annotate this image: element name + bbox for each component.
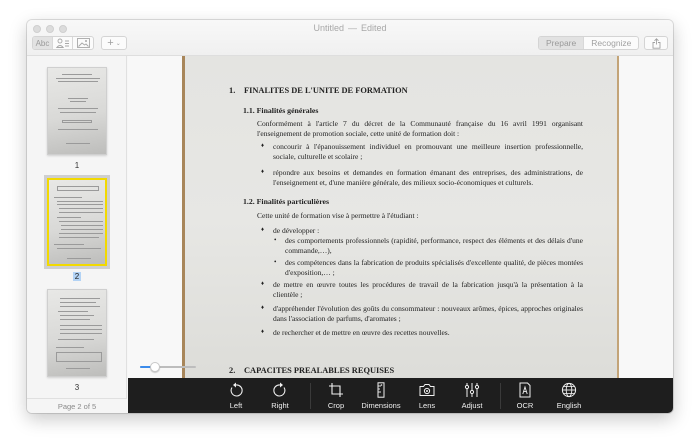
add-button[interactable]: [102, 37, 126, 49]
bullet-item: ♦ de mettre en œuvre toutes les procédures de travail de la fabrication jusqu'à la présentation à la clientèle ;: [261, 280, 583, 299]
lens-label: Lens: [418, 401, 436, 410]
title-bar: [27, 20, 673, 56]
text-mode-button[interactable]: [33, 37, 53, 49]
image-mode-button[interactable]: [73, 37, 93, 49]
plus-icon: +: [107, 37, 114, 49]
recognition-mode-segment: [32, 36, 94, 50]
zoom-slider-knob[interactable]: [150, 362, 160, 372]
image-tools-bar: [128, 378, 673, 413]
ocr-document-icon: [517, 382, 533, 398]
section-1-heading: [229, 86, 408, 96]
title-separator: —: [347, 23, 357, 33]
share-button[interactable]: [644, 36, 668, 50]
language-button[interactable]: [542, 382, 596, 410]
document-canvas[interactable]: [128, 56, 673, 378]
page-thumbnail-3[interactable]: [47, 289, 107, 377]
app-window: [27, 20, 673, 413]
bullet-item: ♦ de rechercher et de mettre en œuvre des recettes nouvelles.: [261, 328, 583, 338]
language-label: English: [556, 401, 582, 410]
prepare-tab[interactable]: Prepare: [539, 37, 584, 49]
section-1-title: FINALITES DE L'UNITE DE FORMATION: [244, 86, 408, 95]
page-thumbnail-1[interactable]: [47, 67, 107, 155]
page-number-1: 1: [74, 161, 80, 170]
page-number-3: 3: [74, 383, 80, 392]
bullet-item: ♦ concourir à l'épanouissement individuel en promouvant une meilleure insertion professionnelle, sociale, culturelle et scolaire ;: [261, 142, 583, 161]
image-icon: [77, 38, 90, 48]
rotate-left-label: Left: [229, 401, 243, 410]
adjust-label: Adjust: [461, 401, 483, 410]
document-name: Untitled: [313, 23, 344, 33]
subsection-1-1-intro: Conformément à l'article 7 du décret de la Communauté française du 16 avril 1991 organisant l'enseignement de promotion sociale, cette unité de formation doit :: [257, 119, 583, 138]
share-icon: [652, 38, 661, 49]
crop-icon: [328, 382, 344, 398]
text-mode-label: Abc: [35, 38, 50, 48]
ruler-icon: [373, 382, 389, 398]
workflow-segment: [538, 36, 639, 50]
page-status: Page 2 of 5: [27, 398, 127, 413]
rotate-right-icon: [272, 382, 288, 398]
section-2-title: CAPACITES PREALABLES REQUISES: [244, 366, 395, 375]
sliders-icon: [464, 382, 480, 398]
page-thumbnails-sidebar: [27, 56, 127, 413]
sub-bullet-item: • des compétences dans la fabrication de produits spécialisés d'excellente qualité, de pièces montées d'exposition,… ;: [273, 258, 583, 277]
zoom-slider[interactable]: [140, 362, 198, 372]
page-label-2[interactable]: [27, 272, 127, 281]
rotate-left-icon: [228, 382, 244, 398]
share-button-inner: [645, 37, 667, 49]
adjust-button[interactable]: [445, 382, 499, 410]
section-2-heading: [229, 366, 394, 376]
edited-state: Edited: [360, 23, 387, 33]
section-2-number: 2.: [229, 366, 236, 375]
scanned-page: [182, 56, 619, 378]
page-number-2: 2: [74, 272, 80, 281]
ocr-label: OCR: [516, 401, 534, 410]
person-list-icon: [56, 38, 70, 48]
recognize-tab[interactable]: Recognize: [591, 38, 632, 48]
rotate-right-label: Right: [271, 401, 289, 410]
person-list-mode-button[interactable]: [53, 37, 73, 49]
page-label-1[interactable]: [27, 161, 127, 170]
window-title: [27, 23, 673, 33]
bullet-item: ♦ d'appréhender l'évolution des goûts du consommateur : nouveaux arômes, épices, approches originales dans l'association de parfums, d'aromates ;: [261, 304, 583, 323]
bullet-item: ♦ répondre aux besoins et demandes en formation émanant des entreprises, des administrations, de l'enseignement et, d'une manière générale, des milieux socio-économiques et culturels.: [261, 168, 583, 187]
camera-icon: [419, 382, 435, 398]
chevron-down-icon: ⌄: [115, 40, 121, 47]
subsection-1-1-heading: 1.1. Finalités générales: [243, 106, 319, 115]
subsection-1-2-heading: 1.2. Finalités particulières: [243, 197, 330, 206]
sub-bullet-item: • des comportements professionnels (rapidité, performance, respect des éléments et des délais d'une commande,…),: [273, 236, 583, 255]
subsection-1-2-intro: Cette unité de formation vise à permettre à l'étudiant :: [257, 211, 419, 220]
section-1-number: 1.: [229, 86, 236, 95]
page-label-3[interactable]: [27, 383, 127, 392]
globe-icon: [561, 382, 577, 398]
page-thumbnail-2[interactable]: [47, 178, 107, 266]
rotate-right-button[interactable]: [253, 382, 307, 410]
dimensions-label: Dimensions: [361, 401, 401, 410]
crop-label: Crop: [327, 401, 345, 410]
add-menu-button[interactable]: [101, 36, 127, 50]
bullet-item: ♦ de développer :: [261, 226, 583, 236]
